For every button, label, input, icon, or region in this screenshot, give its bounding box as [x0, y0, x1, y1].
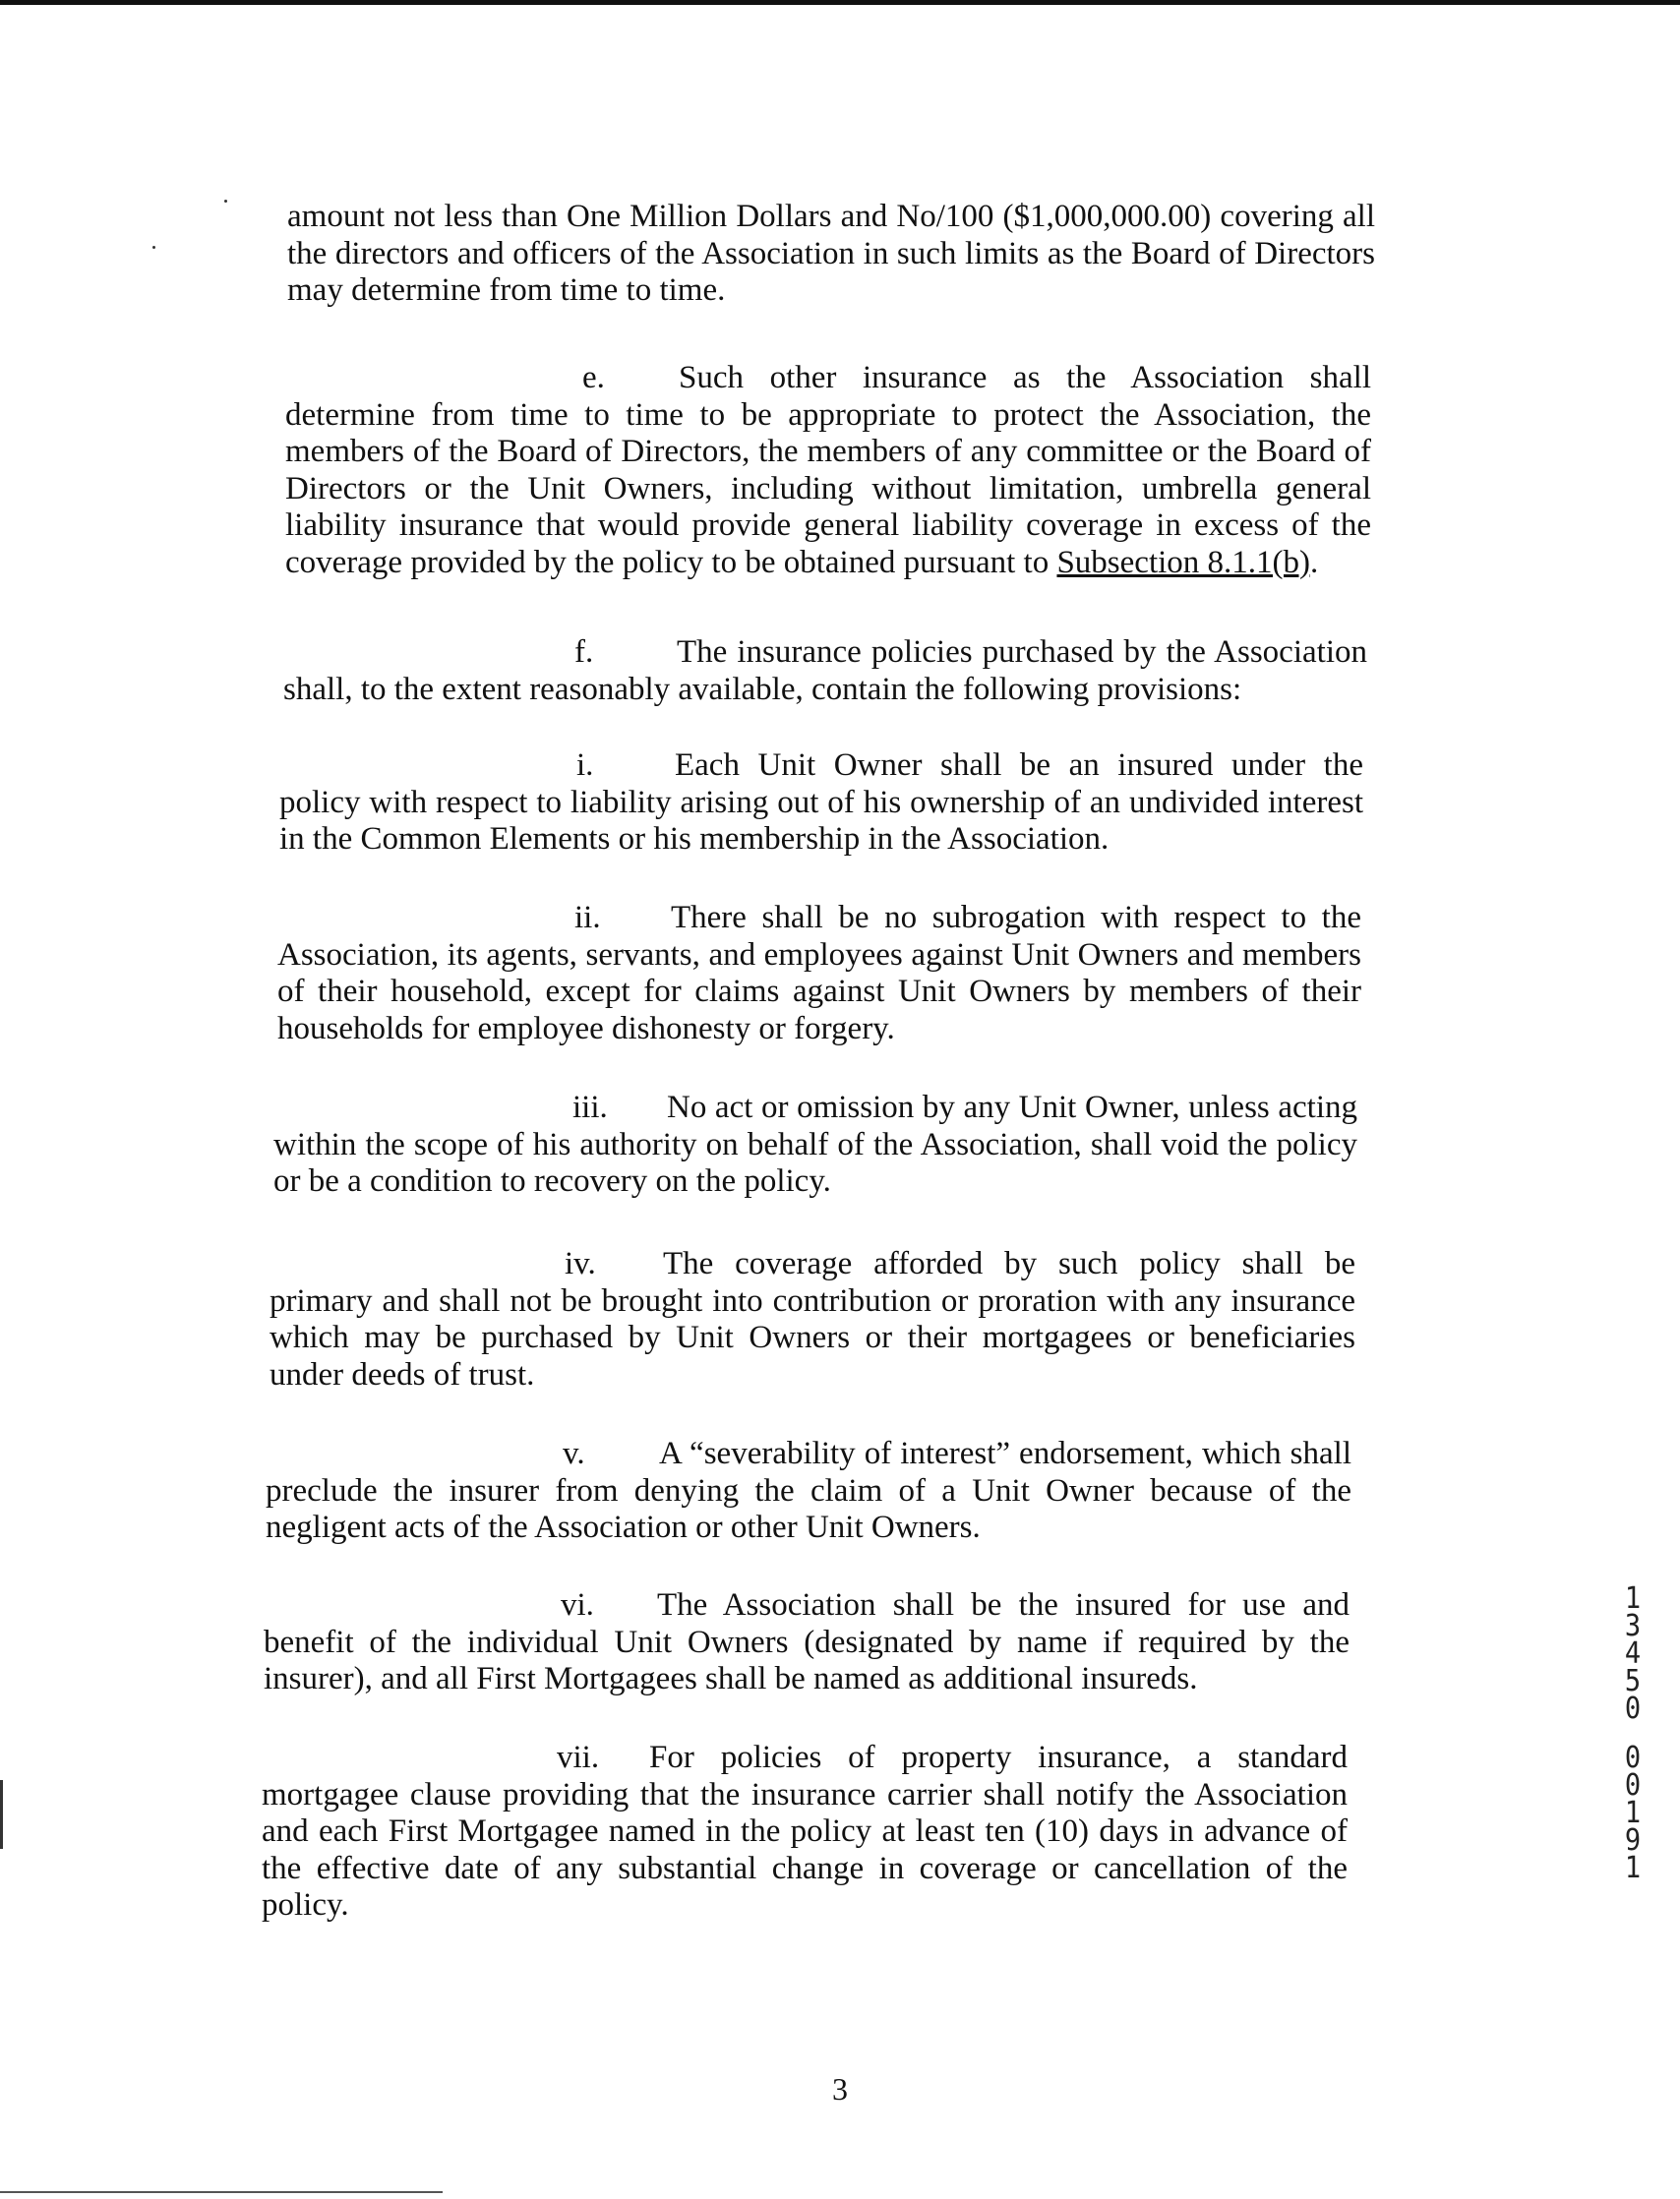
paragraph-text: The insurance policies purchased by the Association shall, to the extent reasonably available, contain the following provisions: — [283, 634, 1367, 707]
paragraph-marker: f. — [574, 634, 594, 670]
paragraph-iii — [273, 1090, 1357, 1201]
scan-left-edge-mark — [0, 1780, 3, 1849]
paragraph-marker: v. — [563, 1436, 585, 1471]
paragraph-text: There shall be no subrogation with respect to the Association, its agents, servants, and employees against Unit Owners and members of their household, except for claims against Unit Owners by members of their households for employee dishonesty or forgery. — [277, 900, 1361, 1046]
paragraph-text: Such other insurance as the Association shall determine from time to time to be appropriate to protect the Association, the members of the Board of Directors, the members of any committee or the Board of Directors or the Unit Owners, including without limitation, umbrella general liability insurance that would provide general liability coverage in excess of the coverage provided by the policy to be obtained pursuant to — [285, 360, 1371, 580]
paragraph-marker: i. — [576, 747, 594, 783]
paragraph-text: The Association shall be the insured for use and benefit of the individual Unit Owners (designated by name if required by the insurer), and all First Mortgagees shall be named as additional insureds. — [264, 1587, 1350, 1696]
paragraph-text: No act or omission by any Unit Owner, unless acting within the scope of his authority on behalf of the Association, shall void the policy or be a condition to recovery on the policy. — [273, 1090, 1357, 1199]
paragraph-marker: e. — [582, 360, 605, 395]
paragraph-marker: vi. — [561, 1587, 594, 1623]
paragraph-text: A “severability of interest” endorsement, which shall preclude the insurer from denying the claim of a Unit Owner because of the negligent acts of the Association or other Unit Owners. — [266, 1436, 1351, 1545]
paragraph-text: Each Unit Owner shall be an insured under the policy with respect to liability arising out of his ownership of an undivided interest in the Common Elements or his membership in the Association. — [279, 747, 1363, 857]
paragraph-continuation — [287, 199, 1375, 310]
paragraph-text: The coverage afforded by such policy shall be primary and shall not be brought into contribution or proration with any insurance which may be purchased by Unit Owners or their mortgagees or beneficiaries under deeds of trust. — [270, 1246, 1355, 1393]
scan-speck — [224, 200, 227, 203]
paragraph-ii — [277, 900, 1361, 1047]
paragraph-text: For policies of property insurance, a standard mortgagee clause providing that the insurance carrier shall notify the Association and each First Mortgagee named in the policy at least ten (10) days in advance of the effective date of any substantial change in coverage or cancellation of the policy. — [262, 1740, 1348, 1923]
document-stamp-number: 1 3 4 5 0 0 0 1 9 1 — [1624, 1581, 1642, 1885]
paragraph-f — [283, 634, 1367, 708]
subsection-reference-link: Subsection 8.1.1(b) — [1056, 544, 1311, 580]
paragraph-iv — [270, 1246, 1355, 1394]
paragraph-v — [266, 1436, 1351, 1547]
paragraph-e: e. Such other insurance as the Association shall determine from time to time to be appropriate to protect the Association, the members of the Board of Directors, the members of any committee or the Board of Directors or the Unit Owners, including without limitation, umbrella general liability insurance that would provide general liability coverage in excess of the coverage provided by the policy to be obtained pursuant to Subsection 8.1.1(b). — [285, 360, 1371, 580]
scan-bottom-edge-mark — [0, 2191, 443, 2193]
paragraph-i — [279, 747, 1363, 859]
paragraph-marker: ii. — [574, 900, 601, 935]
scan-speck — [152, 246, 155, 249]
page-number: 3 — [832, 2071, 848, 2107]
paragraph-marker: iv. — [565, 1246, 596, 1281]
paragraph-marker: iii. — [572, 1090, 608, 1125]
paragraph-text: amount not less than One Million Dollars and No/100 ($1,000,000.00) covering all the directors and officers of the Association in such limits as the Board of Directors may determine from time to time. — [287, 199, 1375, 308]
paragraph-vii — [262, 1740, 1348, 1925]
paragraph-marker: vii. — [557, 1740, 600, 1775]
scan-top-border — [0, 0, 1680, 5]
paragraph-vi — [264, 1587, 1350, 1698]
